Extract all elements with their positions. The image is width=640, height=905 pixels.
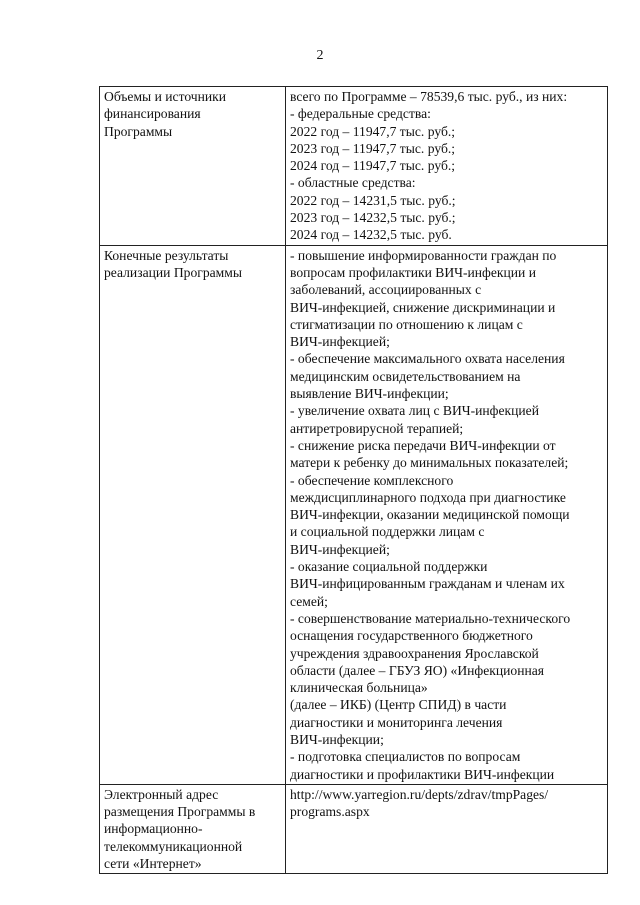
label-line: размещения Программы в — [104, 804, 256, 820]
value-line: - обеспечение комплексного — [290, 472, 454, 488]
value-line: 2023 год – 11947,7 тыс. руб.; — [290, 140, 456, 156]
program-url-line: http://www.yarregion.ru/depts/zdrav/tmpPages/ — [290, 786, 549, 802]
value-line: 2024 год – 11947,7 тыс. руб.; — [290, 158, 456, 174]
label-line: Конечные результаты — [104, 247, 229, 263]
value-line: - снижение риска передачи ВИЧ-инфекции от — [290, 437, 556, 453]
results-row — [100, 245, 608, 784]
label-line: Объемы и источники — [104, 89, 227, 104]
label-line: финансирования — [104, 106, 201, 122]
web-address-row — [100, 784, 608, 873]
value-line: - федеральные средства: — [290, 106, 431, 122]
label-line: реализации Программы — [104, 264, 242, 280]
value-line: медицинским освидетельствованием на — [290, 368, 521, 384]
value-line: - обеспечение максимального охвата населения — [290, 351, 565, 367]
value-line: матери к ребенку до минимальных показателей; — [290, 455, 569, 471]
row-value-cell — [286, 784, 608, 873]
value-line: - подготовка специалистов по вопросам — [290, 749, 521, 765]
row-value-cell — [286, 245, 608, 784]
value-line: (далее – ИКБ) (Центр СПИД) в части — [290, 697, 507, 713]
value-line: ВИЧ-инфицированным гражданам и членам их — [290, 576, 565, 592]
table-body — [100, 87, 608, 874]
value-line: 2022 год – 11947,7 тыс. руб.; — [290, 123, 456, 139]
label-line: Электронный адрес — [104, 786, 219, 802]
value-line: ВИЧ-инфекции, оказании медицинской помощи — [290, 507, 570, 523]
value-line: ВИЧ-инфекцией, снижение дискриминации и — [290, 299, 556, 315]
value-line: антиретровирусной терапией; — [290, 420, 464, 436]
value-line: ВИЧ-инфекцией; — [290, 541, 390, 557]
value-line: 2024 год – 14232,5 тыс. руб. — [290, 227, 452, 243]
value-line: и социальной поддержки лицам с — [290, 524, 485, 540]
label-line: Программы — [104, 123, 173, 139]
program-passport-table — [99, 86, 608, 874]
row-label-cell — [100, 784, 286, 873]
value-line: междисциплинарного подхода при диагностике — [290, 489, 566, 505]
value-line: клиническая больница» — [290, 680, 428, 696]
value-line: всего по Программе – 78539,6 тыс. руб., из них: — [290, 89, 568, 104]
value-line: учреждения здравоохранения Ярославской — [290, 645, 539, 661]
value-line: области (далее – ГБУЗ ЯО) «Инфекционная — [290, 662, 545, 678]
value-line: 2023 год – 14232,5 тыс. руб.; — [290, 210, 456, 226]
value-line: - совершенствование материально-технического — [290, 610, 571, 626]
program-url-line: programs.aspx — [290, 804, 370, 820]
value-line: диагностики и мониторинга лечения — [290, 714, 503, 730]
value-line: ВИЧ-инфекции; — [290, 731, 384, 747]
value-line: - повышение информированности граждан по — [290, 247, 557, 263]
value-line: стигматизации по отношению к лицам с — [290, 316, 523, 332]
value-line: 2022 год – 14231,5 тыс. руб.; — [290, 192, 456, 208]
value-line: вопросам профилактики ВИЧ-инфекции и — [290, 264, 536, 280]
value-line: семей; — [290, 593, 328, 609]
label-line: информационно- — [104, 821, 203, 837]
funding-row — [100, 87, 608, 246]
value-line: - увеличение охвата лиц с ВИЧ-инфекцией — [290, 403, 539, 419]
page-number: 2 — [316, 48, 324, 63]
row-label-cell — [100, 245, 286, 784]
row-label-cell — [100, 87, 286, 246]
value-line: диагностики и профилактики ВИЧ-инфекции — [290, 766, 555, 782]
value-line: заболеваний, ассоциированных с — [290, 282, 482, 298]
value-line: выявление ВИЧ-инфекции; — [290, 386, 449, 402]
value-line: - областные средства: — [290, 175, 416, 191]
value-line: - оказание социальной поддержки — [290, 559, 488, 575]
value-line: оснащения государственного бюджетного — [290, 628, 533, 644]
value-line: ВИЧ-инфекцией; — [290, 334, 390, 350]
label-line: телекоммуникационной — [104, 838, 243, 854]
row-value-cell — [286, 87, 608, 246]
label-line: сети «Интернет» — [104, 856, 202, 872]
